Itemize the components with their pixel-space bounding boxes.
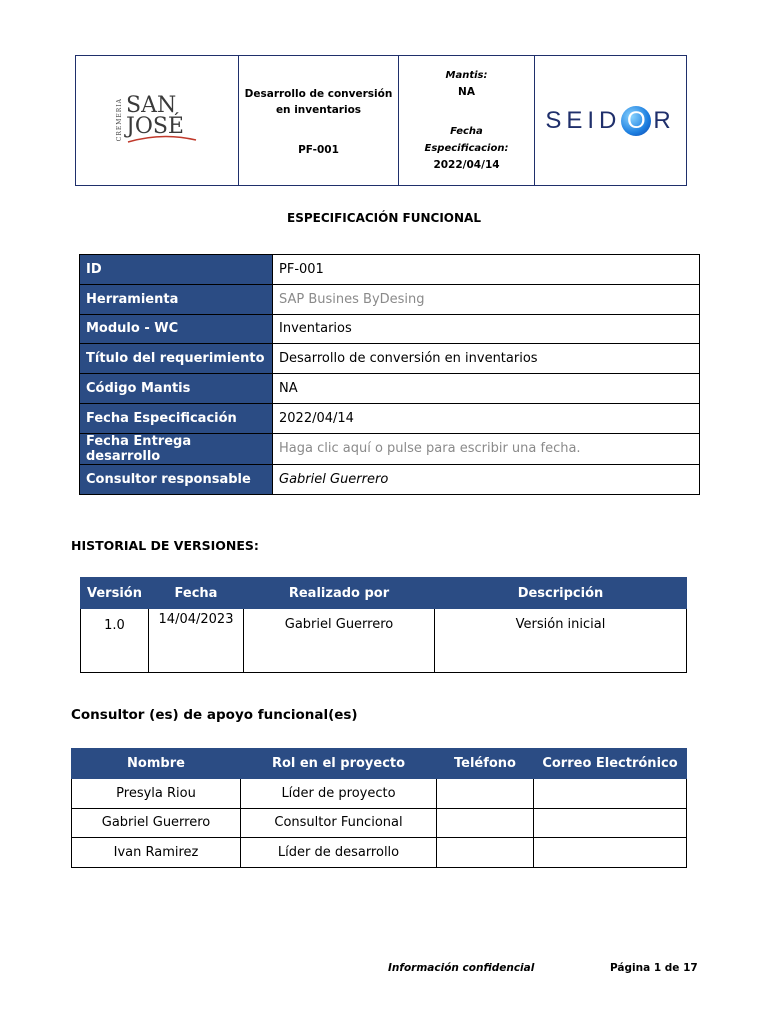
spec-row (80, 255, 700, 285)
spec-row (80, 433, 700, 464)
consultant-name: Presyla Riou (72, 779, 241, 809)
spec-value-consultor[interactable]: Gabriel Guerrero (273, 464, 700, 494)
consultant-role: Consultor Funcional (241, 808, 437, 838)
logo-cell-right (535, 56, 687, 186)
history-header-fecha: Fecha (149, 578, 244, 609)
spec-row (80, 464, 700, 494)
mantis-label: Mantis: (445, 70, 488, 81)
spec-row (80, 403, 700, 433)
history-cell-descripcion: Versión inicial (435, 609, 687, 673)
consultant-phone[interactable] (437, 779, 534, 809)
spec-table (79, 254, 700, 495)
spec-value-id[interactable]: PF-001 (273, 255, 700, 285)
consultant-email[interactable] (534, 808, 687, 838)
meta-cell (399, 56, 535, 186)
spec-value-fecha-especificacion[interactable]: 2022/04/14 (273, 403, 700, 433)
history-cell-version: 1.0 (81, 609, 149, 673)
mantis-value: NA (458, 86, 475, 98)
spec-key-consultor: Consultor responsable (80, 464, 273, 494)
seidor-logo (545, 106, 675, 136)
table-row (72, 808, 687, 838)
spec-key-fecha-especificacion: Fecha Especificación (80, 403, 273, 433)
spec-row (80, 374, 700, 404)
seidor-logo-post: R (653, 106, 676, 134)
table-row (72, 779, 687, 809)
spec-key-herramienta: Herramienta (80, 284, 273, 314)
seidor-logo-o: O (621, 106, 651, 136)
history-cell-realizado: Gabriel Guerrero (244, 609, 435, 673)
table-row (72, 838, 687, 868)
consultant-role: Líder de proyecto (241, 779, 437, 809)
document-code: PF-001 (298, 143, 339, 156)
consultants-header-telefono: Teléfono (437, 749, 534, 779)
consultant-phone[interactable] (437, 838, 534, 868)
consultants-section-title: Consultor (es) de apoyo funcional(es) (71, 707, 358, 723)
spec-key-id: ID (80, 255, 273, 285)
spec-value-herramienta[interactable]: SAP Busines ByDesing (273, 284, 700, 314)
document-title-cell (239, 56, 399, 186)
spec-key-titulo: Título del requerimiento (80, 344, 273, 374)
date-picker-field[interactable]: Haga clic aquí o pulse para escribir una fecha. (273, 433, 700, 464)
consultant-role: Líder de desarrollo (241, 838, 437, 868)
consultants-header-rol: Rol en el proyecto (241, 749, 437, 779)
spec-key-fecha-entrega: Fecha Entrega desarrollo (80, 433, 273, 464)
spec-row (80, 284, 700, 314)
spec-row (80, 314, 700, 344)
consultants-table (71, 748, 687, 868)
consultants-header-correo: Correo Electrónico (534, 749, 687, 779)
table-row (81, 609, 687, 673)
consultant-email[interactable] (534, 838, 687, 868)
spec-value-modulo[interactable]: Inventarios (273, 314, 700, 344)
consultant-name: Gabriel Guerrero (72, 808, 241, 838)
seidor-logo-pre: SEID (545, 106, 622, 134)
history-section-title: HISTORIAL DE VERSIONES: (71, 538, 259, 553)
spec-value-codigo-mantis[interactable]: NA (273, 374, 700, 404)
logo-cell-left (76, 56, 239, 186)
consultants-header-nombre: Nombre (72, 749, 241, 779)
footer-confidential: Información confidencial (388, 962, 535, 974)
fecha-value: 2022/04/14 (433, 159, 500, 171)
fecha-label-1: Fecha (450, 126, 483, 137)
san-jose-logo (116, 95, 198, 144)
spec-key-codigo-mantis: Código Mantis (80, 374, 273, 404)
san-jose-logo-side: CREMERÍA (116, 98, 123, 142)
san-jose-logo-top: SAN (126, 93, 177, 119)
history-header-version: Versión (81, 578, 149, 609)
consultant-email[interactable] (534, 779, 687, 809)
history-header-descripcion: Descripción (435, 578, 687, 609)
consultant-phone[interactable] (437, 808, 534, 838)
history-header-row (81, 578, 687, 609)
history-header-realizado: Realizado por (244, 578, 435, 609)
footer-page-number: Página 1 de 17 (610, 962, 698, 974)
history-cell-fecha: 14/04/2023 (149, 609, 244, 673)
document-title-line2: en inventarios (275, 103, 362, 116)
fecha-label-2: Especificacion: (424, 143, 509, 154)
document-title-line1: Desarrollo de conversión (244, 87, 393, 100)
spec-key-modulo: Modulo - WC (80, 314, 273, 344)
history-table (80, 577, 687, 673)
spec-value-titulo[interactable]: Desarrollo de conversión en inventarios (273, 344, 700, 374)
document-header (75, 55, 687, 186)
spec-row (80, 344, 700, 374)
consultants-header-row (72, 749, 687, 779)
consultant-name: Ivan Ramirez (72, 838, 241, 868)
page-title: ESPECIFICACIÓN FUNCIONAL (287, 211, 481, 225)
san-jose-logo-bottom: JOSÉ (126, 114, 184, 140)
